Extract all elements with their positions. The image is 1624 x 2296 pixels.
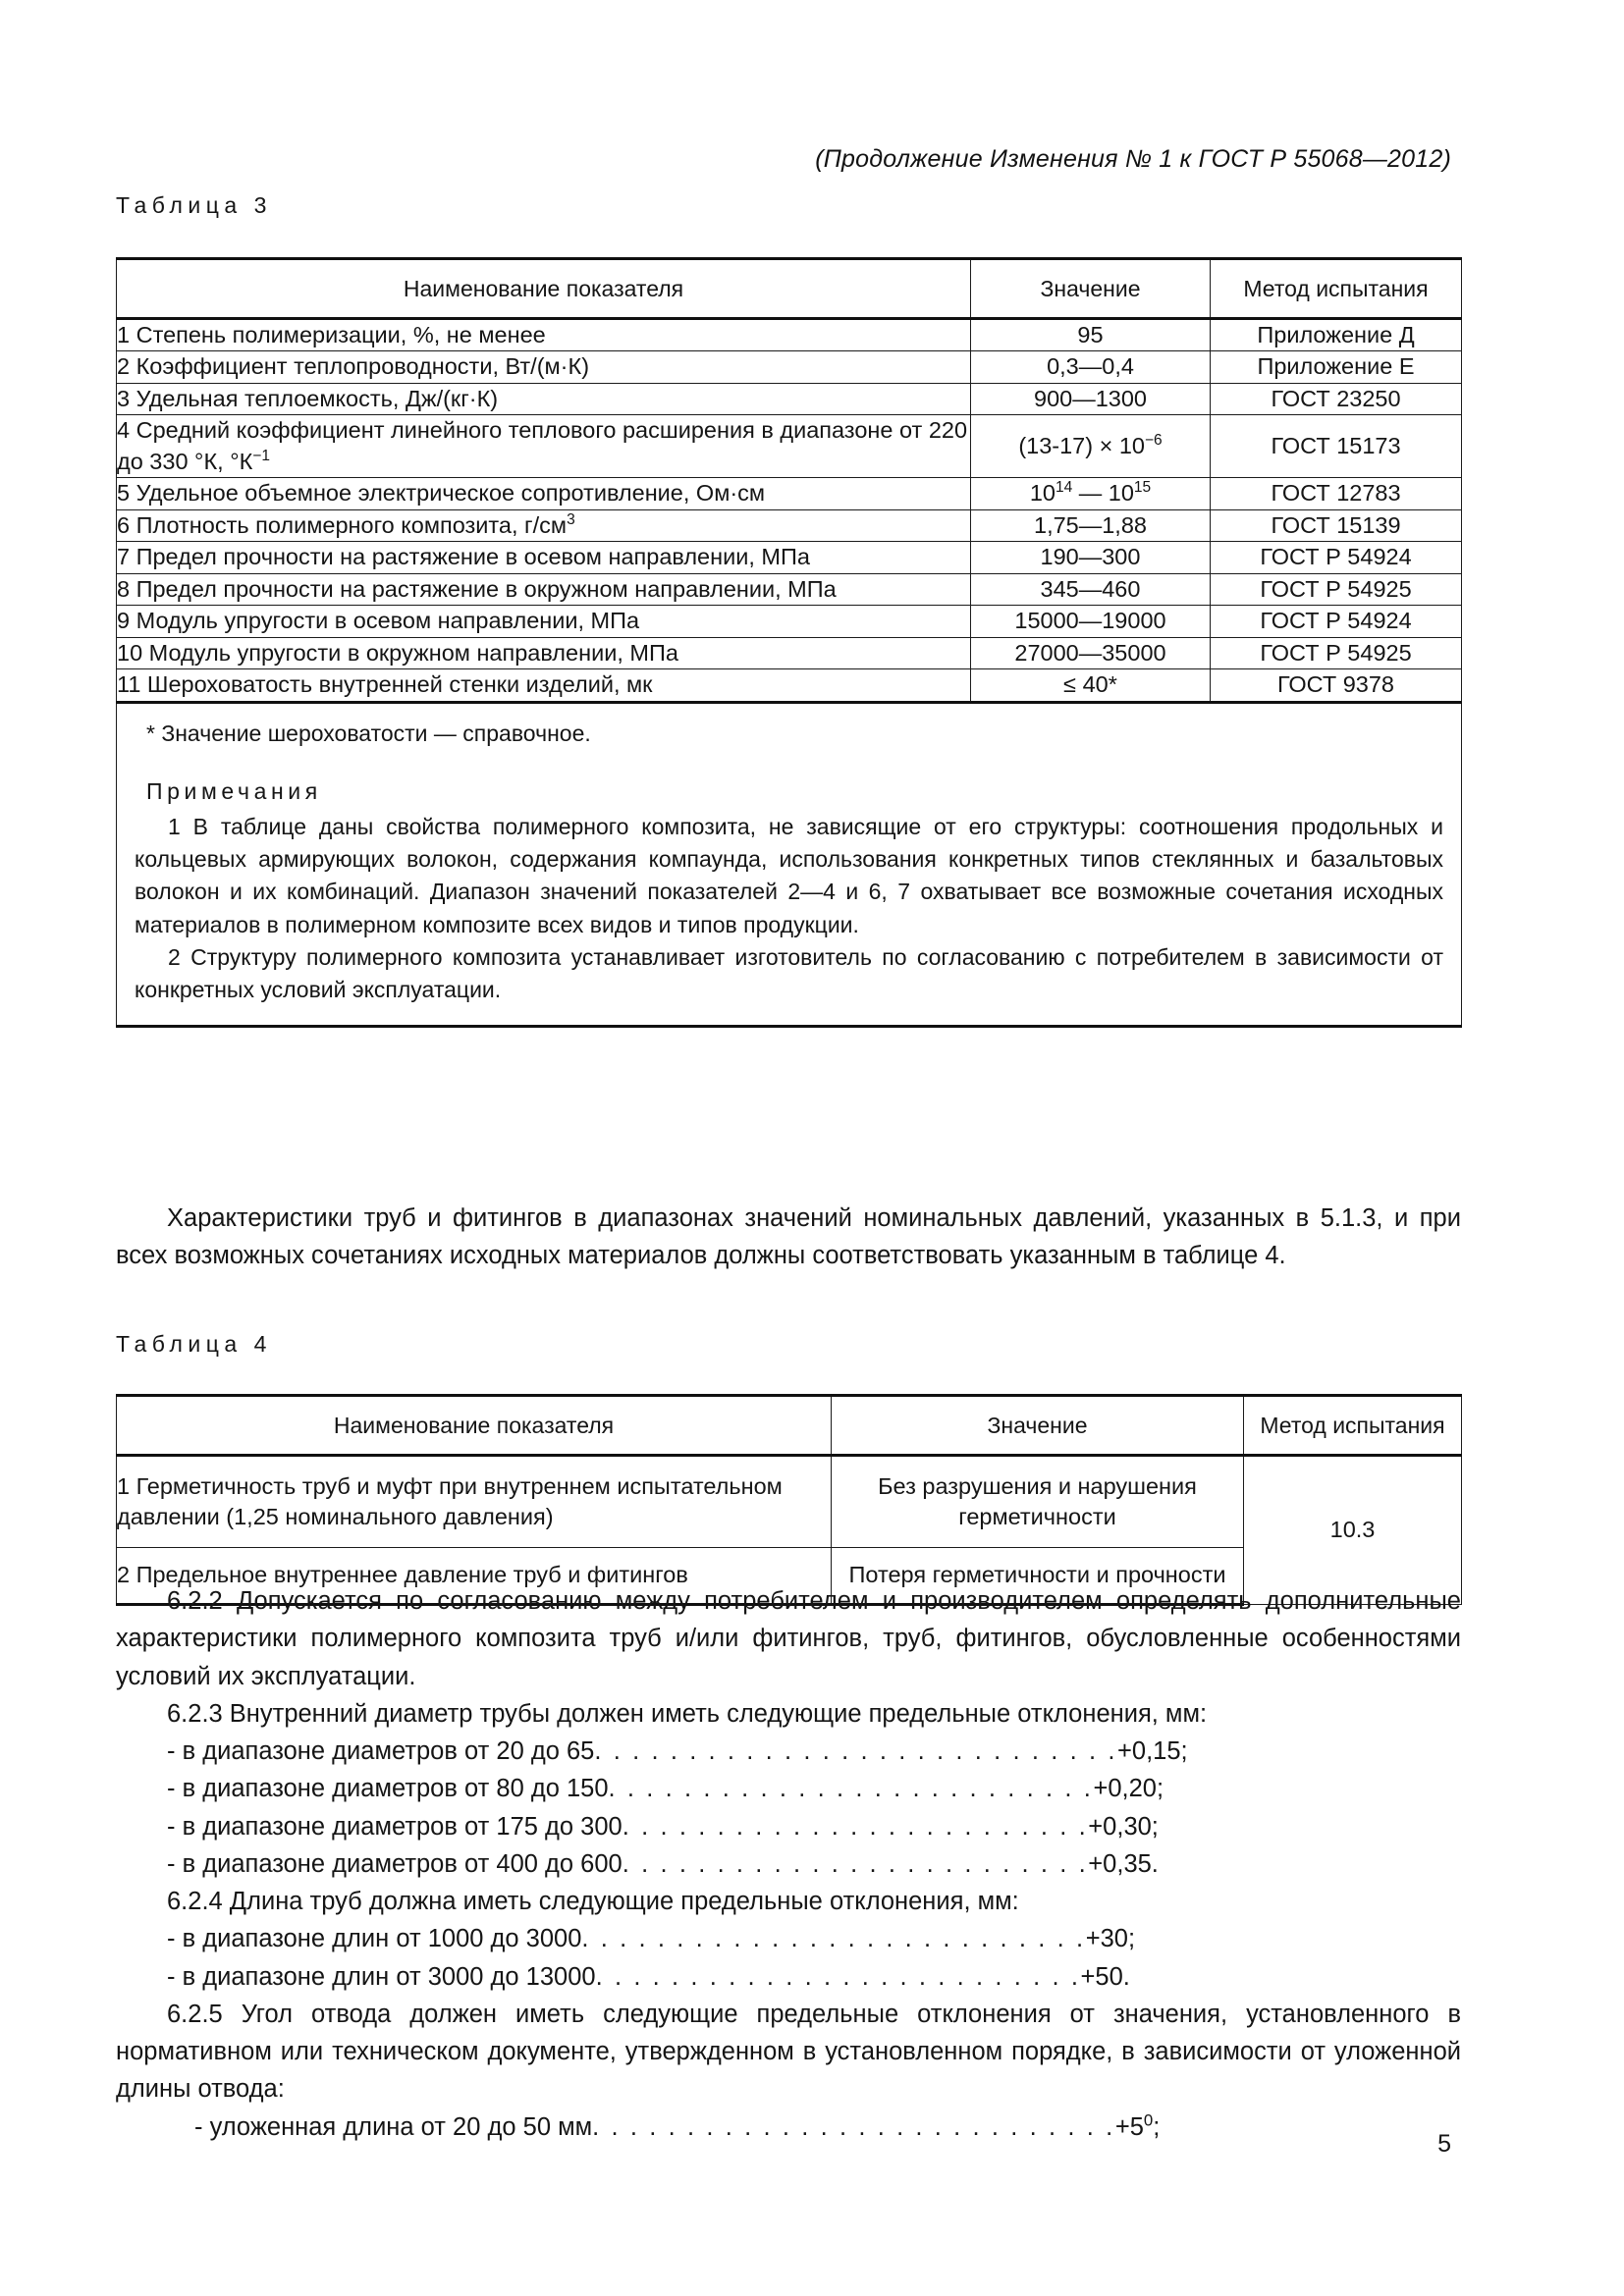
- table-row: [117, 637, 1462, 668]
- cell-method-merged: 10.3: [1244, 1456, 1462, 1605]
- cell-value: ≤ 40*: [971, 669, 1211, 702]
- cell-value: Потеря герметичности и прочности: [832, 1548, 1244, 1605]
- list-item-text: - уложенная длина от 20 до 50 мм: [194, 2112, 593, 2141]
- table-row: [117, 669, 1462, 702]
- clause-6-2-5-lead: [116, 1996, 1461, 2109]
- leader-dots: . . . . . . . . . . . . . . . . . . . . . . . . . .: [608, 1775, 1094, 1803]
- table3-header-row: [117, 259, 1462, 319]
- table-row: [117, 1456, 1462, 1548]
- table-row: [117, 509, 1462, 541]
- cell-name: 1 Степень полимеризации, %, не менее: [117, 319, 971, 351]
- clause-6-2-5-lead-text: 6.2.5 Угол отвода должен иметь следующие предельные отклонения от значения, установленного в нормативном или техническом документе, утвержденном в установленном порядке, в зависимости от уложенной длины отвода:: [116, 2000, 1461, 2104]
- cell-name: 6 Плотность полимерного композита, $г/см^3$: [117, 509, 971, 541]
- list-item-text: - в диапазоне длин от 1000 до 3000: [167, 1925, 582, 1953]
- cell-method: ГОСТ 9378: [1211, 669, 1462, 702]
- cell-method: ГОСТ 12783: [1211, 478, 1462, 509]
- list-item-value: +50.: [1080, 1962, 1130, 1991]
- table4-section: [116, 1331, 1461, 1358]
- table-row: [117, 351, 1462, 383]
- note-item: [135, 811, 1443, 941]
- cell-value: 15000—19000: [971, 606, 1211, 637]
- cell-value: 345—460: [971, 573, 1211, 605]
- cell-name: 3 Удельная теплоемкость, Дж/(кг·К): [117, 383, 971, 414]
- clause-6-2-3-lead: [116, 1695, 1461, 1733]
- table4: [116, 1394, 1462, 1606]
- table3-notes-row: [117, 702, 1462, 1026]
- cell-name: 1 Герметичность труб и муфт при внутреннем испытательном давлении (1,25 номинального давления): [117, 1456, 832, 1548]
- running-header: (Продолжение Изменения № 1 к ГОСТ Р 55068—2012): [815, 145, 1451, 173]
- cell-name: 2 Коэффициент теплопроводности, Вт/(м·К): [117, 351, 971, 383]
- table-row: [117, 606, 1462, 637]
- leader-dots: . . . . . . . . . . . . . . . . . . . . . . . . .: [622, 1812, 1089, 1841]
- list-item: [116, 1808, 1461, 1845]
- note-item-text: 1 В таблице даны свойства полимерного композита, не зависящие от его структуры: соотношения продольных и кольцевых армирующих волокон, содержания компаунда, использования конкретных типов стеклянных и базальтовых волокон и их комбинаций. Диапазон значений показателей 2—4 и 6, 7 охватывает все возможные сочетания исходных материалов в полимерном композите всех видов и типов продукции.: [135, 813, 1443, 937]
- list-item: [116, 1920, 1461, 1957]
- table4-header-row: [117, 1396, 1462, 1456]
- notes-heading: Примечания: [146, 778, 322, 805]
- table4-wrapper: [116, 1394, 1461, 1606]
- leader-dots: . . . . . . . . . . . . . . . . . . . . . . . . .: [622, 1849, 1089, 1878]
- intro-paragraph-block: [116, 1200, 1461, 1275]
- table3-notes: [117, 702, 1462, 1026]
- table-row: [117, 415, 1462, 478]
- cell-name: 2 Предельное внутреннее давление труб и фитингов: [117, 1548, 832, 1605]
- cell-name: 11 Шероховатость внутренней стенки изделий, мк: [117, 669, 971, 702]
- cell-method: ГОСТ 23250: [1211, 383, 1462, 414]
- clause-6-2-4-lead-text: 6.2.4 Длина труб должна иметь следующие предельные отклонения, мм:: [167, 1888, 1019, 1915]
- cell-method: ГОСТ 15139: [1211, 509, 1462, 541]
- cell-method: ГОСТ Р 54925: [1211, 573, 1462, 605]
- table3-footnote: * Значение шероховатости — справочное.: [146, 720, 591, 746]
- list-item: [116, 1845, 1461, 1883]
- leader-dots: . . . . . . . . . . . . . . . . . . . . . . . . . . .: [581, 1925, 1086, 1953]
- page-number: 5: [1437, 2130, 1451, 2158]
- table3-wrapper: [116, 257, 1461, 1028]
- table-row: [117, 478, 1462, 509]
- clause-6-2-2-text: 6.2.2 Допускается по согласованию между потребителем и производителем определять дополнительные характеристики полимерного композита труб и/или фитингов, труб, фитингов, обусловленные особенностями условий их эксплуатации.: [116, 1587, 1461, 1690]
- list-item-value: +0,35.: [1088, 1849, 1159, 1878]
- table3-col-name: Наименование показателя: [117, 259, 971, 319]
- table3-body: [117, 319, 1462, 1027]
- list-item-value: $+5^0$;: [1114, 2110, 1161, 2141]
- list-item-text: - в диапазоне длин от 3000 до 13000: [167, 1962, 596, 1991]
- table4-col-method: Метод испытания: [1244, 1396, 1462, 1456]
- table-row: [117, 319, 1462, 351]
- clause-6-2-4-lead: [116, 1883, 1461, 1920]
- note-item-text: 2 Структуру полимерного композита устанавливает изготовитель по согласованию с потребителем в зависимости от конкретных условий эксплуатации.: [135, 943, 1443, 1003]
- table-row: [117, 542, 1462, 573]
- table3-section: [116, 192, 1461, 219]
- clause-6-2-2: [116, 1582, 1461, 1695]
- cell-method: ГОСТ Р 54925: [1211, 637, 1462, 668]
- note-item: [135, 941, 1443, 1007]
- cell-value: $(13-17) \times 10^{-6}$: [971, 415, 1211, 478]
- cell-value: Без разрушения и нарушения герметичности: [832, 1456, 1244, 1548]
- table3: [116, 257, 1462, 1028]
- cell-value: 27000—35000: [971, 637, 1211, 668]
- leader-dots: . . . . . . . . . . . . . . . . . . . . . . . . . .: [595, 1962, 1081, 1991]
- cell-value: 190—300: [971, 542, 1211, 573]
- cell-name: 10 Модуль упругости в окружном направлении, МПа: [117, 637, 971, 668]
- cell-method: ГОСТ Р 54924: [1211, 542, 1462, 573]
- table4-col-name: Наименование показателя: [117, 1396, 832, 1456]
- list-item: [116, 1770, 1461, 1807]
- list-item-text: - в диапазоне диаметров от 80 до 150: [167, 1775, 609, 1803]
- table3-col-value: Значение: [971, 259, 1211, 319]
- list-item: [116, 1958, 1461, 1996]
- list-item-value: +0,15;: [1117, 1737, 1188, 1765]
- table-row: [117, 573, 1462, 605]
- list-item-text: - в диапазоне диаметров от 175 до 300: [167, 1812, 623, 1841]
- cell-value: 1,75—1,88: [971, 509, 1211, 541]
- table4-col-value: Значение: [832, 1396, 1244, 1456]
- cell-name: 9 Модуль упругости в осевом направлении, МПа: [117, 606, 971, 637]
- cell-method: Приложение Д: [1211, 319, 1462, 351]
- intro-paragraph: [116, 1200, 1461, 1275]
- clause-6-2-3-lead-text: 6.2.3 Внутренний диаметр трубы должен иметь следующие предельные отклонения, мм:: [167, 1699, 1208, 1728]
- table3-caption: Таблица 3: [116, 192, 272, 218]
- cell-name: 5 Удельное объемное электрическое сопротивление, Ом·см: [117, 478, 971, 509]
- list-item-value: +0,30;: [1088, 1812, 1159, 1841]
- cell-method: ГОСТ Р 54924: [1211, 606, 1462, 637]
- list-item-value: +30;: [1085, 1925, 1136, 1953]
- cell-name: 7 Предел прочности на растяжение в осевом направлении, МПа: [117, 542, 971, 573]
- table3-col-method: Метод испытания: [1211, 259, 1462, 319]
- list-item-text: - в диапазоне диаметров от 20 до 65: [167, 1737, 595, 1765]
- list-item-value: +0,20;: [1093, 1775, 1164, 1803]
- cell-name: 8 Предел прочности на растяжение в окружном направлении, МПа: [117, 573, 971, 605]
- intro-paragraph-text: Характеристики труб и фитингов в диапазонах значений номинальных давлений, указанных в 5.1.3, и при всех возможных сочетаниях исходных материалов должны соответствовать указанным в таблице 4.: [116, 1204, 1461, 1270]
- cell-method: ГОСТ 15173: [1211, 415, 1462, 478]
- clauses-block: [116, 1582, 1461, 2146]
- list-item: [116, 1733, 1461, 1770]
- cell-value: 0,3—0,4: [971, 351, 1211, 383]
- cell-name: 4 Средний коэффициент линейного теплового расширения в диапазоне от 220 до 330 °К, $^\circ К^{-1}$: [117, 415, 971, 478]
- list-item-text: - в диапазоне диаметров от 400 до 600: [167, 1849, 623, 1878]
- leader-dots: . . . . . . . . . . . . . . . . . . . . . . . . . . . .: [594, 1737, 1118, 1765]
- cell-value: 900—1300: [971, 383, 1211, 414]
- cell-value: 95: [971, 319, 1211, 351]
- leader-dots: . . . . . . . . . . . . . . . . . . . . . . . . . . . .: [592, 2112, 1115, 2141]
- cell-value: $10^{14}$ — $10^{15}$: [971, 478, 1211, 509]
- table-row: [117, 383, 1462, 414]
- table4-caption: Таблица 4: [116, 1331, 272, 1357]
- cell-method: Приложение Е: [1211, 351, 1462, 383]
